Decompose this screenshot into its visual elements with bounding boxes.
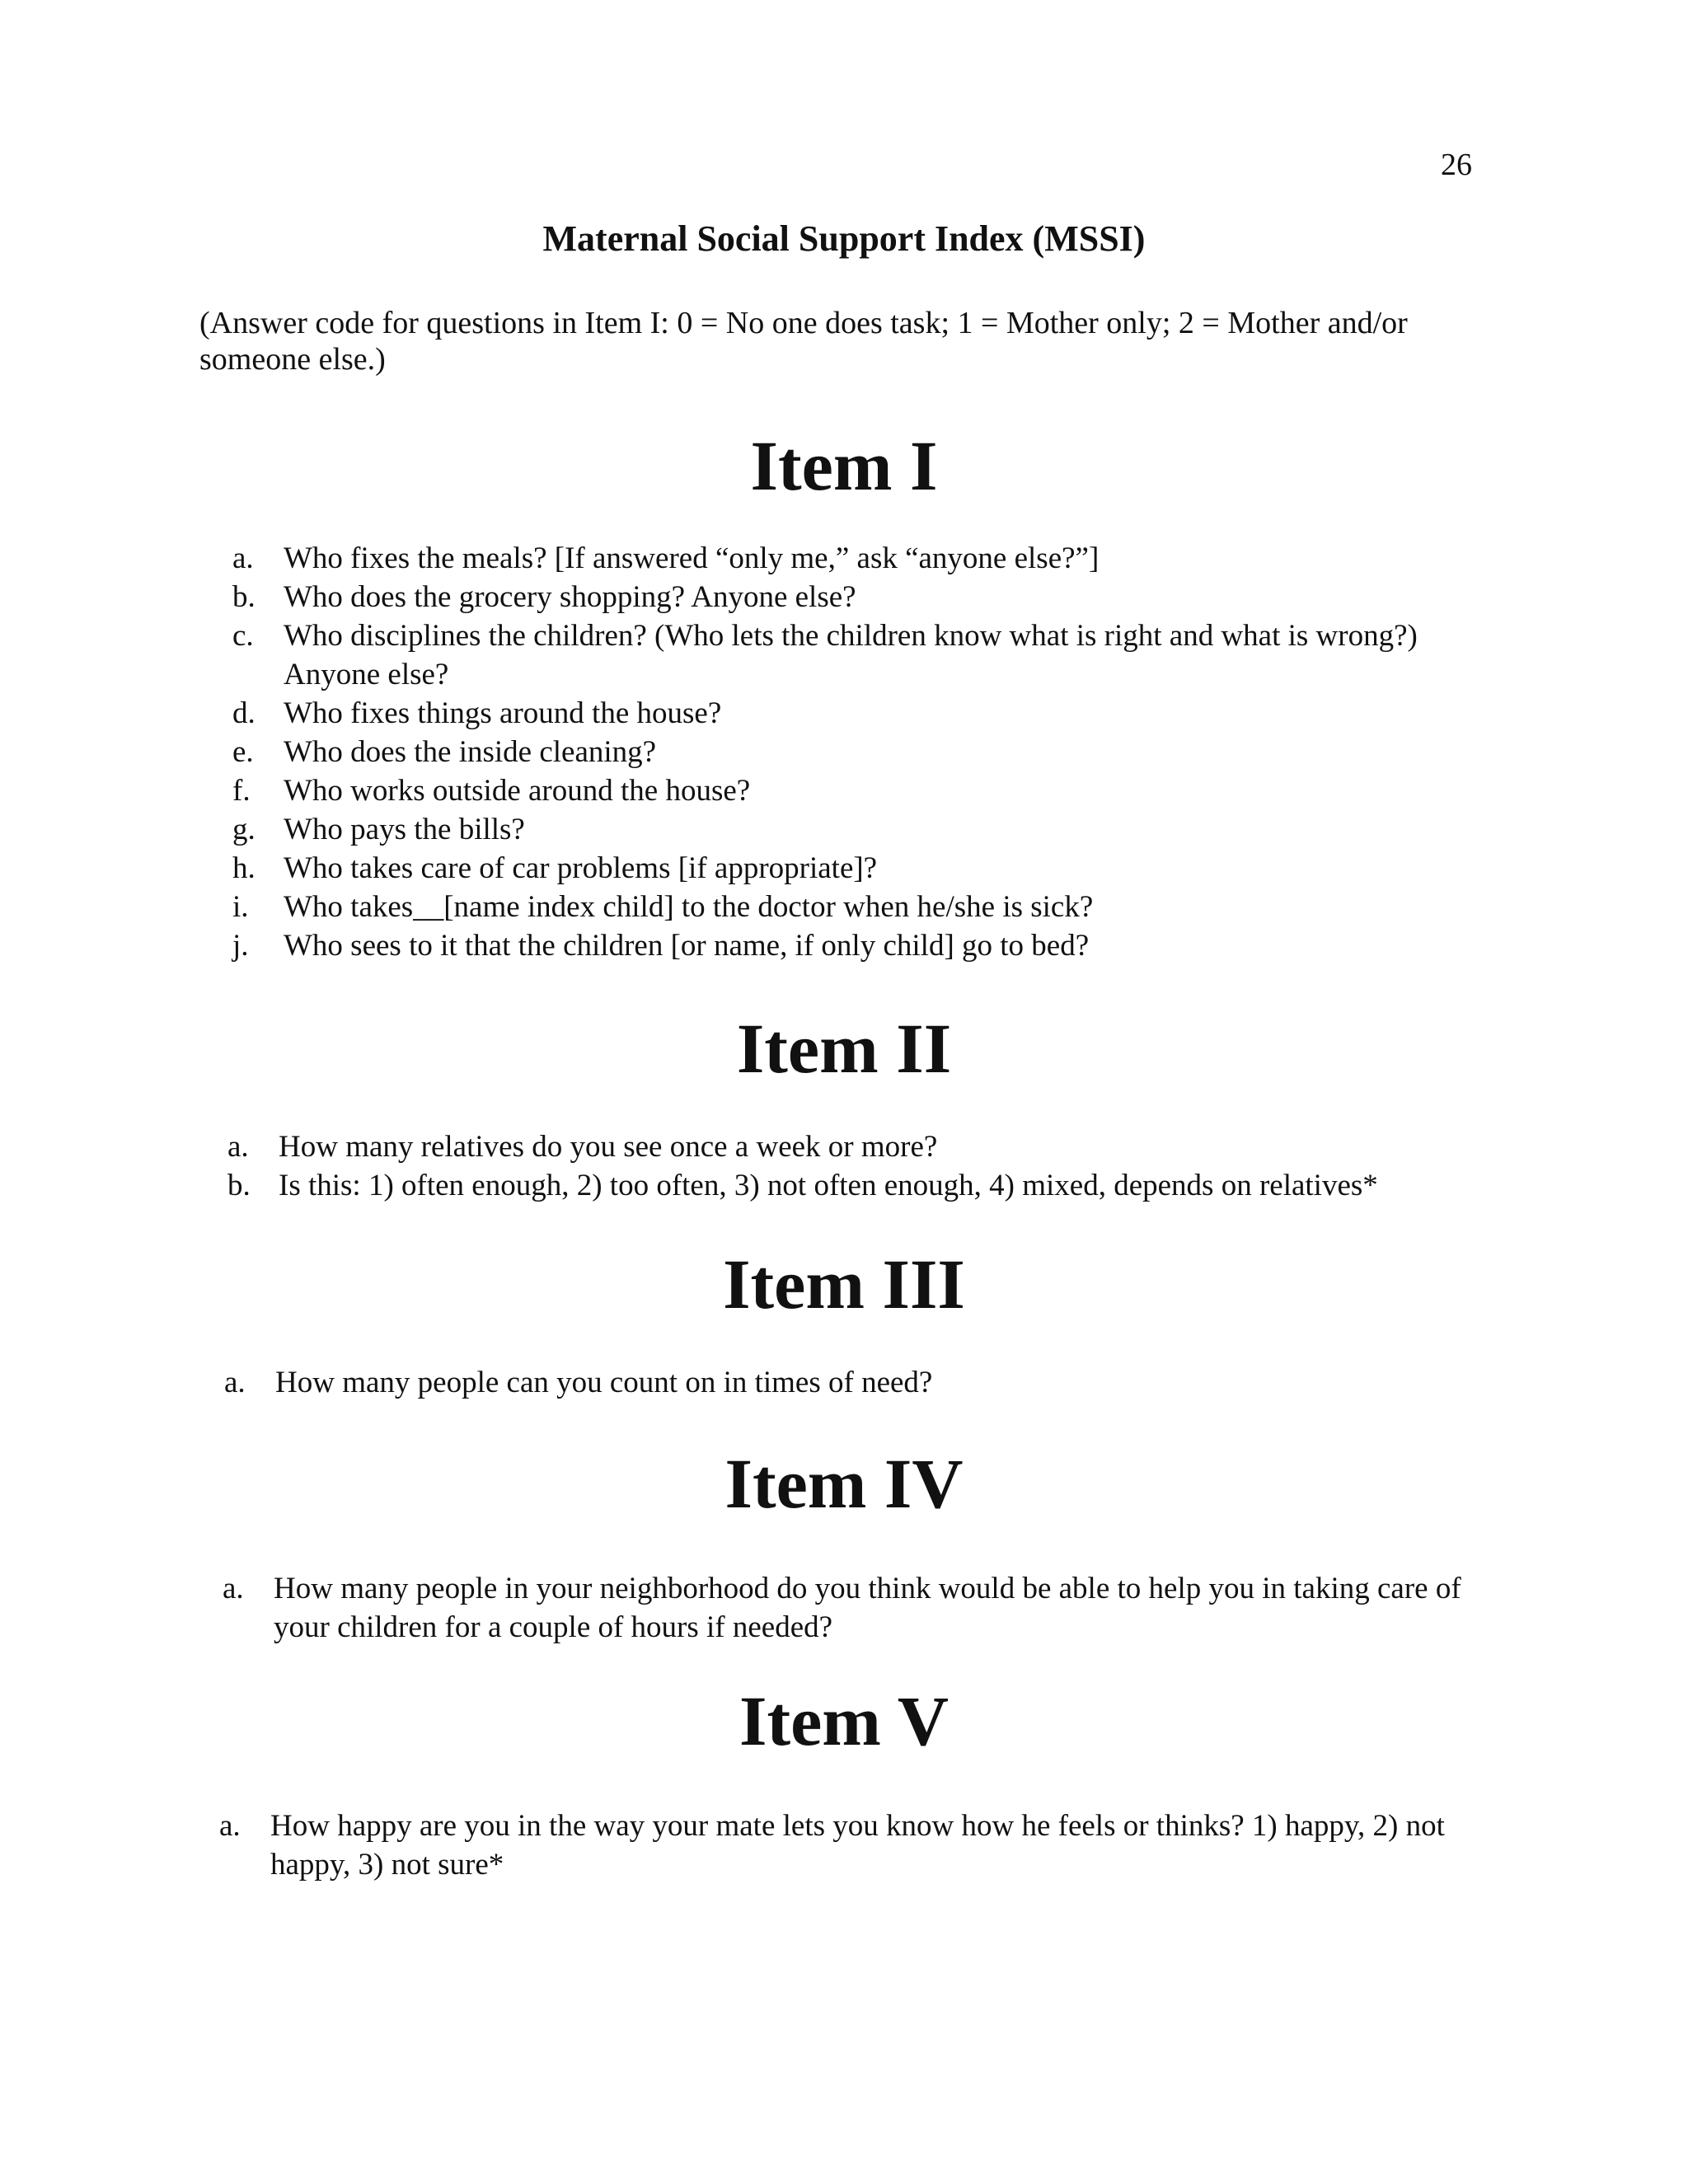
document-title: Maternal Social Support Index (MSSI) <box>542 218 1146 259</box>
question-letter: a. <box>232 541 254 575</box>
item-5-questions <box>219 1807 1472 1884</box>
item-4-heading: Item IV <box>724 1444 964 1523</box>
question-text: Who disciplines the children? (Who lets the children know what is right and what is wrong?) Anyone else? <box>284 619 1418 691</box>
question-letter: h. <box>232 851 256 885</box>
question-text: Who pays the bills? <box>284 813 525 846</box>
question-letter: i. <box>232 890 249 924</box>
question-letter: d. <box>232 696 256 730</box>
item-1-heading: Item I <box>750 426 938 505</box>
question-text: How many relatives do you see once a week or more? <box>279 1130 938 1164</box>
question-text: Who does the grocery shopping? Anyone else? <box>284 580 856 614</box>
question-text: Who takes__[name index child] to the doctor when he/she is sick? <box>284 890 1094 924</box>
question-letter: a. <box>227 1130 249 1164</box>
item-4-question-a <box>223 1569 1475 1647</box>
item-5-heading: Item V <box>739 1681 949 1760</box>
question-text: Who takes care of car problems [if appropriate]? <box>284 851 878 885</box>
question-text: Who does the inside cleaning? <box>284 735 657 769</box>
item-1-question-b <box>232 578 1419 616</box>
question-letter: a. <box>223 1572 244 1605</box>
item-1-question-f <box>232 771 1419 810</box>
item-1-question-d <box>232 694 1419 733</box>
question-letter: a. <box>219 1809 241 1843</box>
question-text: How happy are you in the way your mate lets you know how he feels or thinks? 1) happy, 2) not happy, 3) not sure* <box>270 1809 1445 1882</box>
item-3-question-a <box>224 1363 1477 1402</box>
question-letter: c. <box>232 619 254 653</box>
question-letter: f. <box>232 774 251 808</box>
item-3-questions <box>224 1363 1477 1402</box>
question-text: Who fixes the meals? [If answered “only me,” ask “anyone else?”] <box>284 541 1100 575</box>
item-1-question-c <box>232 616 1419 694</box>
item-2-questions <box>227 1127 1489 1205</box>
item-1-question-j <box>232 926 1419 965</box>
question-letter: e. <box>232 735 254 769</box>
question-text: Is this: 1) often enough, 2) too often, 3) not often enough, 4) mixed, depends on relatives* <box>279 1169 1378 1202</box>
page-number: 26 <box>1441 148 1472 182</box>
question-text: Who fixes things around the house? <box>284 696 722 730</box>
question-text: How many people in your neighborhood do you think would be able to help you in taking care of your children for a couple of hours if needed? <box>274 1572 1461 1644</box>
item-1-question-g <box>232 810 1419 849</box>
question-text: Who sees to it that the children [or name, if only child] go to bed? <box>284 929 1090 963</box>
item-2-question-b <box>227 1166 1489 1205</box>
answer-code-note: (Answer code for questions in Item I: 0 = No one does task; 1 = Mother only; 2 = Mother and/or someone else.) <box>199 306 1408 377</box>
item-2-heading: Item II <box>736 1009 952 1088</box>
question-letter: b. <box>227 1169 251 1202</box>
item-1-question-a <box>232 539 1419 578</box>
item-1-question-e <box>232 733 1419 771</box>
question-letter: j. <box>232 929 249 963</box>
item-4-questions <box>223 1569 1475 1647</box>
question-letter: b. <box>232 580 256 614</box>
item-2-question-a <box>227 1127 1489 1166</box>
question-letter: a. <box>224 1366 246 1399</box>
item-3-heading: Item III <box>723 1244 965 1324</box>
item-1-question-h <box>232 849 1419 888</box>
item-1-questions <box>232 539 1419 965</box>
item-1-question-i <box>232 888 1419 926</box>
question-letter: g. <box>232 813 256 846</box>
question-text: How many people can you count on in times of need? <box>275 1366 933 1399</box>
item-5-question-a <box>219 1807 1472 1884</box>
question-text: Who works outside around the house? <box>284 774 751 808</box>
